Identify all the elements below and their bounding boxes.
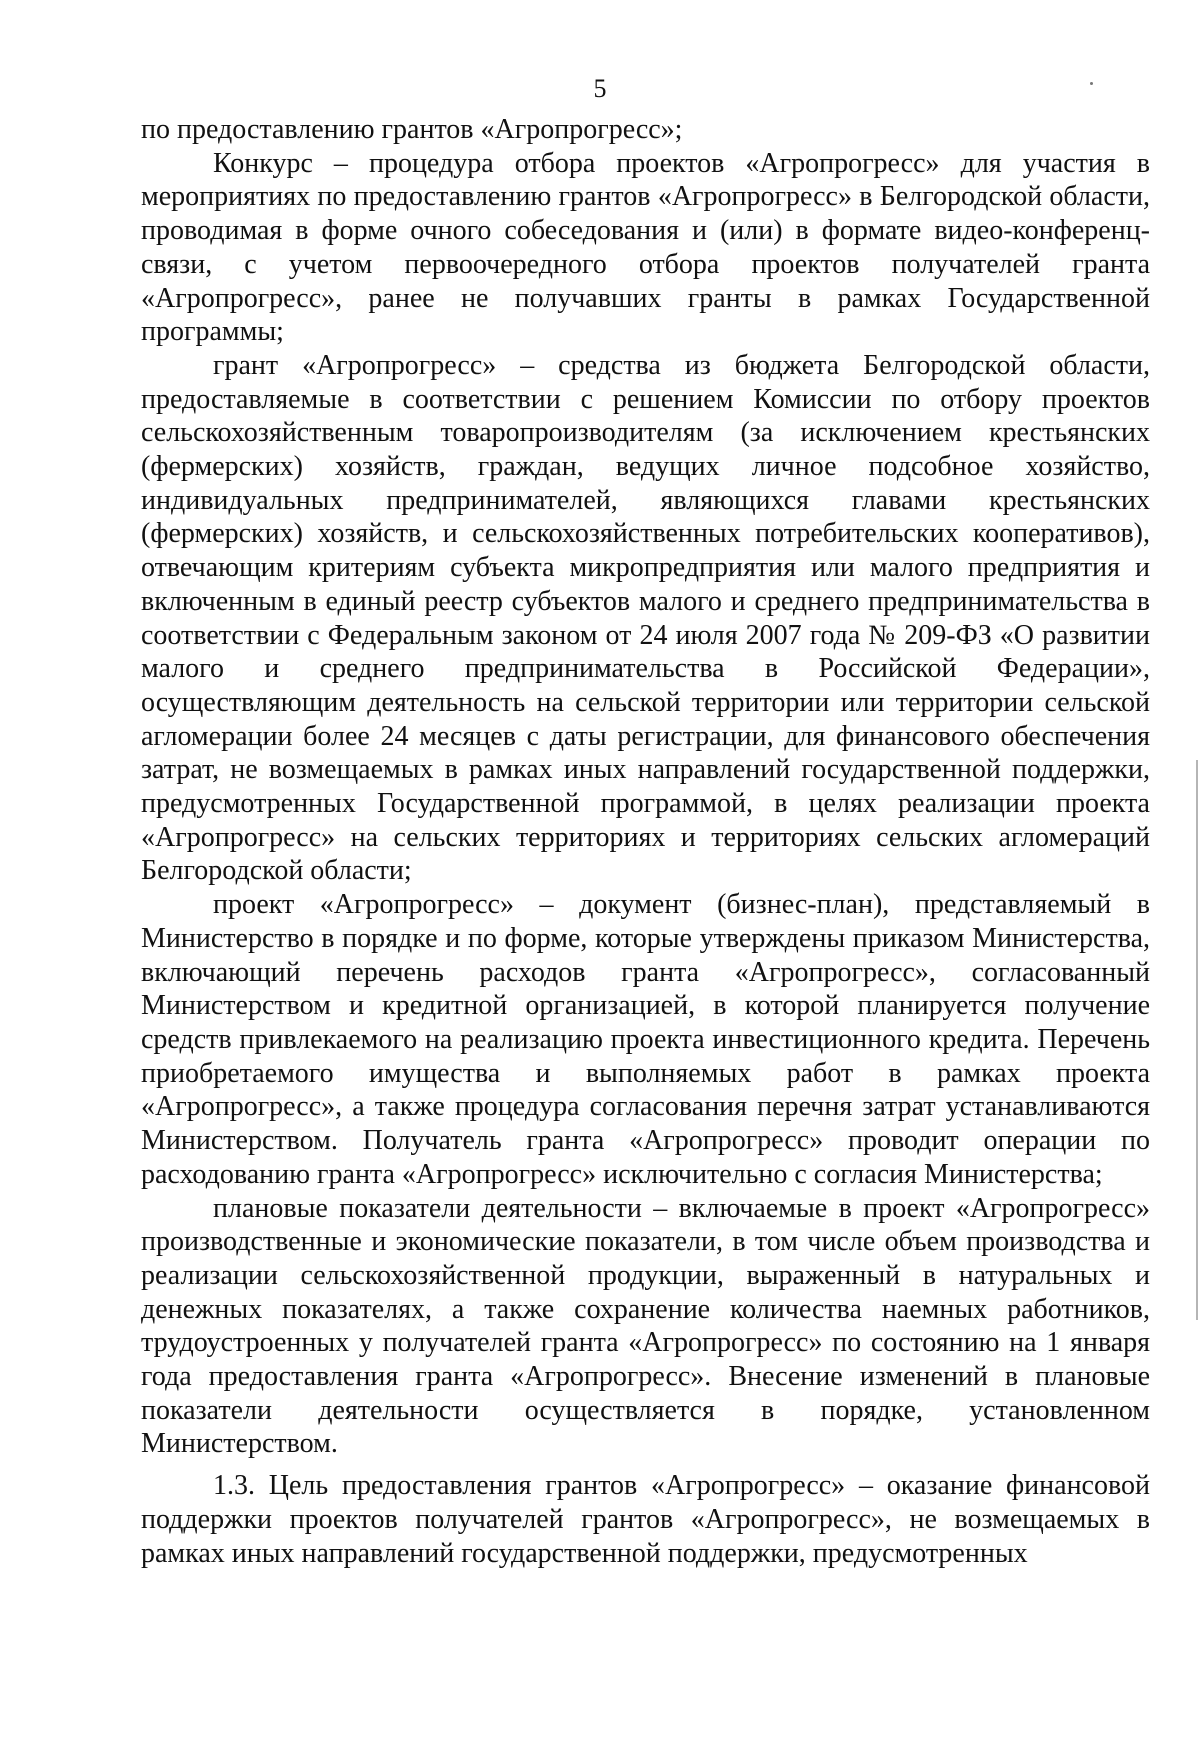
paragraph-grant-definition: грант «Агропрогресс» – средства из бюджета Белгородской области, предоставляемые в соответствии с решением Комиссии по отбору проектов сельскохозяйственным товаропроизводителям (за исключением крестьянских (фермерских) хозяйств, граждан, ведущих личное подсобное хозяйство, индивидуальных предпринимателей, являющихся главами крестьянских (фермерских) хозяйств, и сельскохозяйственных потребительских кооперативов), отвечающим критериям субъекта микропредприятия или малого предприятия и включенным в единый реестр субъектов малого и среднего предпринимательства в соответствии с Федеральным законом от 24 июля 2007 года № 209-ФЗ «О развитии малого и среднего предпринимательства в Российской Федерации», осуществляющим деятельность на сельской территории или территории сельской агломерации более 24 месяцев с даты регистрации, для финансового обеспечения затрат, не возмещаемых в рамках иных направлений государственной поддержки, предусмотренных Государственной программой, в целях реализации проекта «Агропрогресс» на сельских территориях и территориях сельских агломераций Белгородской области;: [141, 349, 1150, 887]
scan-edge-mark: [1196, 760, 1198, 1320]
document-body: [141, 113, 1150, 1570]
paragraph-indicators-definition: плановые показатели деятельности – включаемые в проект «Агропрогресс» производственные и экономические показатели, в том числе объем производства и реализации сельскохозяйственной продукции, выраженный в натуральных и денежных показателях, а также сохранение количества наемных работников, трудоустроенных у получателей гранта «Агропрогресс» по состоянию на 1 января года предоставления гранта «Агропрогресс». Внесение изменений в плановые показатели деятельности осуществляется в порядке, установленном Министерством.: [141, 1192, 1150, 1460]
paragraph-section-1-3: 1.3. Цель предоставления грантов «Агропрогресс» – оказание финансовой поддержки проектов получателей грантов «Агропрогресс», не возмещаемых в рамках иных направлений государственной поддержки, предусмотренных: [141, 1470, 1150, 1569]
paragraph-project-definition: проект «Агропрогресс» – документ (бизнес-план), представляемый в Министерство в порядке и по форме, которые утверждены приказом Министерства, включающий перечень расходов гранта «Агропрогресс», согласованный Министерством и кредитной организацией, в которой планируется получение средств привлекаемого на реализацию проекта инвестиционного кредита. Перечень приобретаемого имущества и выполняемых работ в рамках проекта «Агропрогресс», а также процедура согласования перечня затрат устанавливаются Министерством. Получатель гранта «Агропрогресс» проводит операции по расходованию гранта «Агропрогресс» исключительно с согласия Министерства;: [141, 889, 1150, 1190]
page-number: 5: [593, 74, 607, 103]
paragraph-continuation: по предоставлению грантов «Агропрогресс»;: [141, 114, 683, 145]
paragraph-konkurs-definition: Конкурс – процедура отбора проектов «Агропрогресс» для участия в мероприятиях по предоставлению грантов «Агропрогресс» в Белгородской области, проводимая в форме очного собеседования и (или) в формате видео-конференц-связи, с учетом первоочередного отбора проектов получателей гранта «Агропрогресс», ранее не получавших гранты в рамках Государственной программы;: [141, 147, 1150, 348]
scan-dust-mark: [1090, 82, 1093, 85]
